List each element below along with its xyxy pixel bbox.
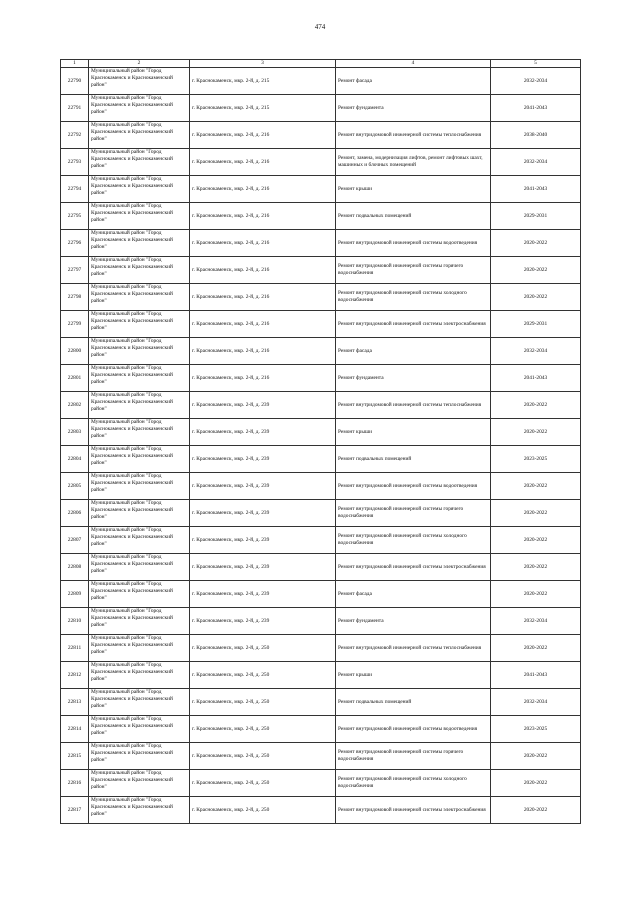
- municipality-cell: Муниципальный район "Город Краснокаменск и Краснокаменский район": [89, 311, 190, 338]
- address-cell: г. Краснокаменск, мкр. 2-й, д. 216: [190, 257, 336, 284]
- work-type-cell: Ремонт внутридомовой инженерной системы холодного водоснабжения: [336, 284, 491, 311]
- row-number-cell: 22800: [61, 338, 89, 365]
- table-row: [61, 770, 581, 797]
- work-type-cell: Ремонт внутридомовой инженерной системы электроснабжения: [336, 311, 491, 338]
- municipality-cell: Муниципальный район "Город Краснокаменск и Краснокаменский район": [89, 365, 190, 392]
- work-type-cell: Ремонт внутридомовой инженерной системы теплоснабжения: [336, 122, 491, 149]
- address-cell: г. Краснокаменск, мкр. 2-й, д. 239: [190, 473, 336, 500]
- period-cell: 2020-2022: [491, 635, 581, 662]
- municipality-cell: Муниципальный район "Город Краснокаменск и Краснокаменский район": [89, 446, 190, 473]
- column-header: 3: [190, 60, 336, 68]
- row-number-cell: 22806: [61, 500, 89, 527]
- municipality-cell: Муниципальный район "Город Краснокаменск и Краснокаменский район": [89, 419, 190, 446]
- period-cell: 2020-2022: [491, 554, 581, 581]
- period-cell: 2032-2034: [491, 149, 581, 176]
- row-number-cell: 22790: [61, 68, 89, 95]
- row-number-cell: 22803: [61, 419, 89, 446]
- row-number-cell: 22813: [61, 689, 89, 716]
- address-cell: г. Краснокаменск, мкр. 2-й, д. 216: [190, 365, 336, 392]
- row-number-cell: 22817: [61, 797, 89, 824]
- table-row: [61, 473, 581, 500]
- table-row: [61, 257, 581, 284]
- table-row: [61, 446, 581, 473]
- work-type-cell: Ремонт внутридомовой инженерной системы водоотведения: [336, 473, 491, 500]
- row-number-cell: 22810: [61, 608, 89, 635]
- column-number-row: [61, 60, 581, 68]
- address-cell: г. Краснокаменск, мкр. 2-й, д. 250: [190, 716, 336, 743]
- address-cell: г. Краснокаменск, мкр. 2-й, д. 239: [190, 581, 336, 608]
- repair-schedule-table: [60, 59, 581, 824]
- municipality-cell: Муниципальный район "Город Краснокаменск и Краснокаменский район": [89, 797, 190, 824]
- table-row: [61, 392, 581, 419]
- address-cell: г. Краснокаменск, мкр. 2-й, д. 239: [190, 608, 336, 635]
- row-number-cell: 22811: [61, 635, 89, 662]
- municipality-cell: Муниципальный район "Город Краснокаменск и Краснокаменский район": [89, 473, 190, 500]
- work-type-cell: Ремонт крыши: [336, 419, 491, 446]
- municipality-cell: Муниципальный район "Город Краснокаменск и Краснокаменский район": [89, 68, 190, 95]
- row-number-cell: 22793: [61, 149, 89, 176]
- table-row: [61, 365, 581, 392]
- period-cell: 2020-2022: [491, 797, 581, 824]
- work-type-cell: Ремонт подвальных помещений: [336, 446, 491, 473]
- table-row: [61, 419, 581, 446]
- work-type-cell: Ремонт внутридомовой инженерной системы горячего водоснабжения: [336, 743, 491, 770]
- work-type-cell: Ремонт внутридомовой инженерной системы холодного водоснабжения: [336, 770, 491, 797]
- work-type-cell: Ремонт, замена, модернизация лифтов, ремонт лифтовых шахт, машинных и блочных помещений: [336, 149, 491, 176]
- address-cell: г. Краснокаменск, мкр. 2-й, д. 239: [190, 554, 336, 581]
- address-cell: г. Краснокаменск, мкр. 2-й, д. 215: [190, 95, 336, 122]
- table-row: [61, 608, 581, 635]
- period-cell: 2041-2043: [491, 176, 581, 203]
- address-cell: г. Краснокаменск, мкр. 2-й, д. 250: [190, 635, 336, 662]
- row-number-cell: 22802: [61, 392, 89, 419]
- address-cell: г. Краснокаменск, мкр. 2-й, д. 250: [190, 662, 336, 689]
- period-cell: 2032-2034: [491, 689, 581, 716]
- work-type-cell: Ремонт фундамента: [336, 365, 491, 392]
- municipality-cell: Муниципальный район "Город Краснокаменск и Краснокаменский район": [89, 176, 190, 203]
- table-row: [61, 716, 581, 743]
- address-cell: г. Краснокаменск, мкр. 2-й, д. 250: [190, 743, 336, 770]
- period-cell: 2032-2034: [491, 608, 581, 635]
- table-row: [61, 176, 581, 203]
- municipality-cell: Муниципальный район "Город Краснокаменск и Краснокаменский район": [89, 527, 190, 554]
- work-type-cell: Ремонт фасада: [336, 338, 491, 365]
- municipality-cell: Муниципальный район "Город Краснокаменск и Краснокаменский район": [89, 554, 190, 581]
- municipality-cell: Муниципальный район "Город Краснокаменск и Краснокаменский район": [89, 662, 190, 689]
- period-cell: 2020-2022: [491, 419, 581, 446]
- municipality-cell: Муниципальный район "Город Краснокаменск и Краснокаменский район": [89, 770, 190, 797]
- municipality-cell: Муниципальный район "Город Краснокаменск и Краснокаменский район": [89, 716, 190, 743]
- page-number: 474: [314, 23, 326, 31]
- row-number-cell: 22816: [61, 770, 89, 797]
- municipality-cell: Муниципальный район "Город Краснокаменск и Краснокаменский район": [89, 581, 190, 608]
- address-cell: г. Краснокаменск, мкр. 2-й, д. 216: [190, 149, 336, 176]
- column-header: 2: [89, 60, 190, 68]
- column-header: 4: [336, 60, 491, 68]
- municipality-cell: Муниципальный район "Город Краснокаменск и Краснокаменский район": [89, 122, 190, 149]
- municipality-cell: Муниципальный район "Город Краснокаменск и Краснокаменский район": [89, 635, 190, 662]
- address-cell: г. Краснокаменск, мкр. 2-й, д. 250: [190, 689, 336, 716]
- period-cell: 2020-2022: [491, 392, 581, 419]
- row-number-cell: 22799: [61, 311, 89, 338]
- municipality-cell: Муниципальный район "Город Краснокаменск и Краснокаменский район": [89, 257, 190, 284]
- row-number-cell: 22801: [61, 365, 89, 392]
- work-type-cell: Ремонт фундамента: [336, 95, 491, 122]
- period-cell: 2020-2022: [491, 230, 581, 257]
- work-type-cell: Ремонт крыши: [336, 176, 491, 203]
- work-type-cell: Ремонт внутридомовой инженерной системы горячего водоснабжения: [336, 500, 491, 527]
- row-number-cell: 22804: [61, 446, 89, 473]
- address-cell: г. Краснокаменск, мкр. 2-й, д. 239: [190, 419, 336, 446]
- period-cell: 2020-2022: [491, 770, 581, 797]
- table-row: [61, 689, 581, 716]
- table-row: [61, 527, 581, 554]
- period-cell: 2041-2043: [491, 662, 581, 689]
- address-cell: г. Краснокаменск, мкр. 2-й, д. 239: [190, 446, 336, 473]
- work-type-cell: Ремонт фасада: [336, 68, 491, 95]
- work-type-cell: Ремонт внутридомовой инженерной системы холодного водоснабжения: [336, 527, 491, 554]
- row-number-cell: 22807: [61, 527, 89, 554]
- row-number-cell: 22797: [61, 257, 89, 284]
- municipality-cell: Муниципальный район "Город Краснокаменск и Краснокаменский район": [89, 95, 190, 122]
- period-cell: 2020-2022: [491, 257, 581, 284]
- period-cell: 2020-2022: [491, 581, 581, 608]
- table-row: [61, 122, 581, 149]
- address-cell: г. Краснокаменск, мкр. 2-й, д. 216: [190, 122, 336, 149]
- work-type-cell: Ремонт внутридомовой инженерной системы водоотведения: [336, 230, 491, 257]
- period-cell: 2020-2022: [491, 743, 581, 770]
- table-row: [61, 149, 581, 176]
- work-type-cell: Ремонт фасада: [336, 581, 491, 608]
- municipality-cell: Муниципальный район "Город Краснокаменск и Краснокаменский район": [89, 500, 190, 527]
- work-type-cell: Ремонт внутридомовой инженерной системы теплоснабжения: [336, 392, 491, 419]
- address-cell: г. Краснокаменск, мкр. 2-й, д. 239: [190, 392, 336, 419]
- table-row: [61, 203, 581, 230]
- work-type-cell: Ремонт внутридомовой инженерной системы горячего водоснабжения: [336, 257, 491, 284]
- table-row: [61, 662, 581, 689]
- table-row: [61, 284, 581, 311]
- period-cell: 2020-2022: [491, 500, 581, 527]
- period-cell: 2020-2022: [491, 527, 581, 554]
- address-cell: г. Краснокаменск, мкр. 2-й, д. 239: [190, 527, 336, 554]
- row-number-cell: 22808: [61, 554, 89, 581]
- table-row: [61, 635, 581, 662]
- table-row: [61, 68, 581, 95]
- municipality-cell: Муниципальный район "Город Краснокаменск и Краснокаменский район": [89, 149, 190, 176]
- municipality-cell: Муниципальный район "Город Краснокаменск и Краснокаменский район": [89, 689, 190, 716]
- table-row: [61, 311, 581, 338]
- table-row: [61, 554, 581, 581]
- period-cell: 2041-2043: [491, 365, 581, 392]
- work-type-cell: Ремонт внутридомовой инженерной системы электроснабжения: [336, 554, 491, 581]
- address-cell: г. Краснокаменск, мкр. 2-й, д. 216: [190, 311, 336, 338]
- work-type-cell: Ремонт внутридомовой инженерной системы теплоснабжения: [336, 635, 491, 662]
- row-number-cell: 22814: [61, 716, 89, 743]
- municipality-cell: Муниципальный район "Город Краснокаменск и Краснокаменский район": [89, 392, 190, 419]
- period-cell: 2041-2043: [491, 95, 581, 122]
- column-header: 1: [61, 60, 89, 68]
- period-cell: 2020-2022: [491, 473, 581, 500]
- work-type-cell: Ремонт крыши: [336, 662, 491, 689]
- row-number-cell: 22792: [61, 122, 89, 149]
- row-number-cell: 22798: [61, 284, 89, 311]
- address-cell: г. Краснокаменск, мкр. 2-й, д. 250: [190, 770, 336, 797]
- address-cell: г. Краснокаменск, мкр. 2-й, д. 239: [190, 500, 336, 527]
- table-row: [61, 95, 581, 122]
- address-cell: г. Краснокаменск, мкр. 2-й, д. 216: [190, 338, 336, 365]
- table-body: [61, 68, 581, 824]
- period-cell: 2032-2034: [491, 68, 581, 95]
- table-row: [61, 338, 581, 365]
- table-row: [61, 500, 581, 527]
- address-cell: г. Краснокаменск, мкр. 2-й, д. 216: [190, 176, 336, 203]
- work-type-cell: Ремонт подвальных помещений: [336, 203, 491, 230]
- municipality-cell: Муниципальный район "Город Краснокаменск и Краснокаменский район": [89, 230, 190, 257]
- municipality-cell: Муниципальный район "Город Краснокаменск и Краснокаменский район": [89, 203, 190, 230]
- work-type-cell: Ремонт внутридомовой инженерной системы электроснабжения: [336, 797, 491, 824]
- period-cell: 2038-2040: [491, 122, 581, 149]
- municipality-cell: Муниципальный район "Город Краснокаменск и Краснокаменский район": [89, 608, 190, 635]
- work-type-cell: Ремонт фундамента: [336, 608, 491, 635]
- municipality-cell: Муниципальный район "Город Краснокаменск и Краснокаменский район": [89, 284, 190, 311]
- row-number-cell: 22795: [61, 203, 89, 230]
- column-header: 5: [491, 60, 581, 68]
- row-number-cell: 22794: [61, 176, 89, 203]
- table-row: [61, 230, 581, 257]
- address-cell: г. Краснокаменск, мкр. 2-й, д. 215: [190, 68, 336, 95]
- municipality-cell: Муниципальный район "Город Краснокаменск и Краснокаменский район": [89, 338, 190, 365]
- table-row: [61, 743, 581, 770]
- row-number-cell: 22815: [61, 743, 89, 770]
- period-cell: 2023-2025: [491, 716, 581, 743]
- address-cell: г. Краснокаменск, мкр. 2-й, д. 216: [190, 230, 336, 257]
- address-cell: г. Краснокаменск, мкр. 2-й, д. 216: [190, 284, 336, 311]
- period-cell: 2023-2025: [491, 446, 581, 473]
- table-row: [61, 797, 581, 824]
- row-number-cell: 22805: [61, 473, 89, 500]
- row-number-cell: 22809: [61, 581, 89, 608]
- period-cell: 2032-2034: [491, 338, 581, 365]
- row-number-cell: 22791: [61, 95, 89, 122]
- municipality-cell: Муниципальный район "Город Краснокаменск и Краснокаменский район": [89, 743, 190, 770]
- period-cell: 2029-2031: [491, 203, 581, 230]
- row-number-cell: 22812: [61, 662, 89, 689]
- address-cell: г. Краснокаменск, мкр. 2-й, д. 250: [190, 797, 336, 824]
- period-cell: 2029-2031: [491, 311, 581, 338]
- table-row: [61, 581, 581, 608]
- period-cell: 2020-2022: [491, 284, 581, 311]
- row-number-cell: 22796: [61, 230, 89, 257]
- address-cell: г. Краснокаменск, мкр. 2-й, д. 216: [190, 203, 336, 230]
- work-type-cell: Ремонт подвальных помещений: [336, 689, 491, 716]
- work-type-cell: Ремонт внутридомовой инженерной системы водоотведения: [336, 716, 491, 743]
